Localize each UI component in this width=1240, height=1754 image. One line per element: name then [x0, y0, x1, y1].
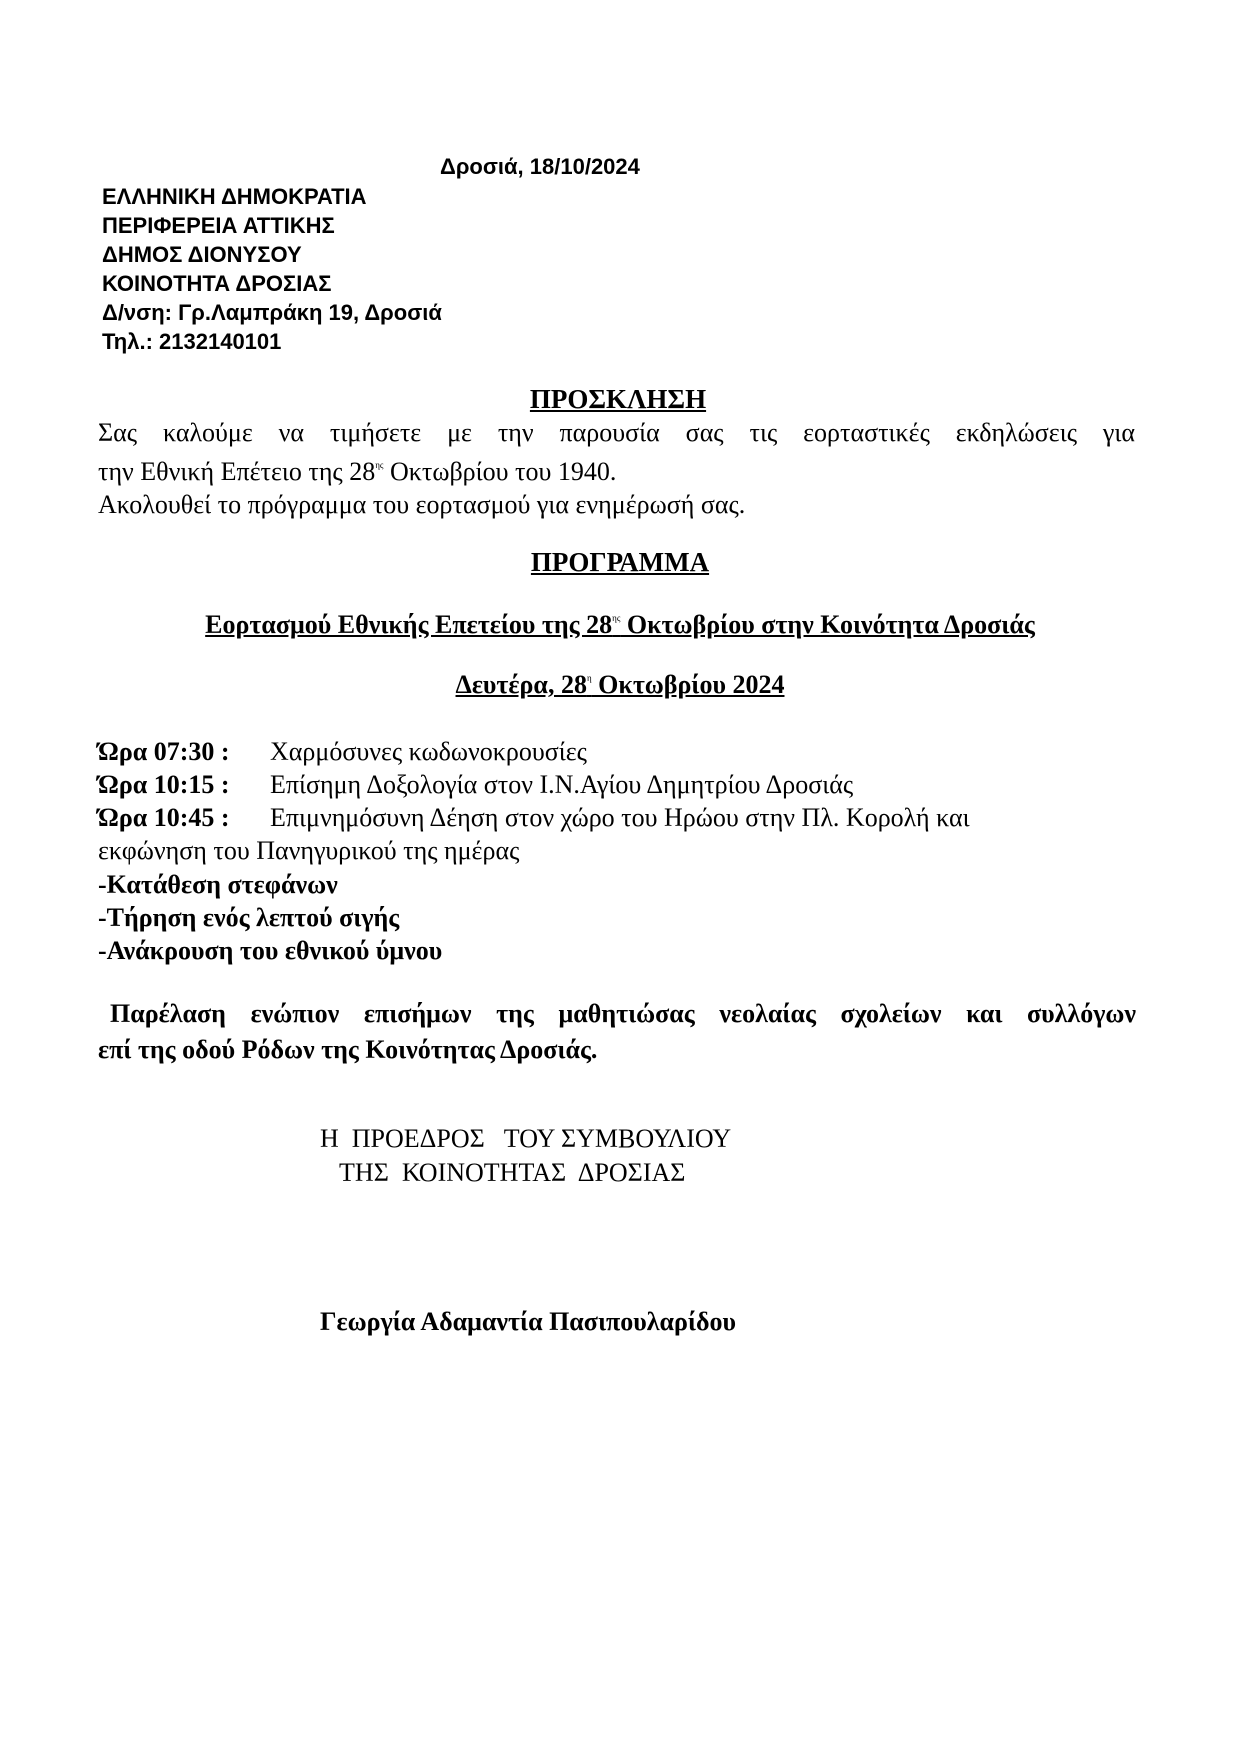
letterhead-address: Δ/νση: Γρ.Λαμπράκη 19, Δροσιά [102, 300, 442, 325]
letterhead [102, 182, 442, 356]
intro-line [98, 449, 1135, 488]
program-subtitle [0, 610, 1240, 640]
ordinal-suffix: η [586, 673, 592, 683]
schedule-time: Ώρα 10:45 : [98, 803, 230, 832]
day-text-end: Οκτωβρίου 2024 [591, 670, 785, 699]
program-title-text: ΠΡΟΓΡΑΜΜΑ [530, 547, 710, 577]
intro-line: Σας καλούμε να τιμήσετε με την παρουσία σας τις εορταστικές εκδηλώσεις για [98, 418, 1135, 447]
subtitle-text: Εορτασμού Εθνικής Επετείου της 28 [205, 610, 613, 639]
schedule-item [98, 768, 1090, 801]
signatory-name: Γεωργία Αδαμαντία Πασιπουλαρίδου [320, 1307, 736, 1336]
intro-line: Ακολουθεί το πρόγραμμα του εορτασμού για ενημέρωσή σας. [98, 490, 746, 519]
letterhead-line: ΔΗΜΟΣ ΔΙΟΝΥΣΟΥ [102, 242, 302, 267]
parade-line: Παρέλαση ενώπιον επισήμων της μαθητιώσας νεολαίας σχολείων και συλλόγων [110, 999, 1136, 1028]
schedule-time: Ώρα 07:30 : [98, 737, 230, 766]
invitation-title-text: ΠΡΟΣΚΛΗΣΗ [529, 384, 707, 414]
signature-role-line: Η ΠΡΟΕΔΡΟΣ ΤΟΥ ΣΥΜΒΟΥΛΙΟΥ [320, 1124, 732, 1153]
ordinal-suffix: ης [612, 613, 621, 623]
schedule-item [98, 735, 1090, 768]
ceremony-item: -Ανάκρουση του εθνικού ύμνου [98, 936, 443, 965]
ordinal-suffix: ης [375, 460, 384, 470]
event-day [0, 670, 1240, 700]
intro-line2-text: την Εθνική Επέτειο της 28 [98, 457, 376, 486]
subtitle-text-end: Οκτωβρίου στην Κοινότητα Δροσιάς [620, 610, 1035, 639]
document-date: Δροσιά, 18/10/2024 [440, 154, 640, 179]
parade-paragraph [98, 996, 1136, 1068]
invitation-title [0, 384, 1240, 415]
parade-line: επί της οδού Ρόδων της Κοινότητας Δροσιάς. [98, 1035, 598, 1064]
letterhead-line: ΕΛΛΗΝΙΚΗ ΔΗΜΟΚΡΑΤΙΑ [102, 184, 367, 209]
letterhead-line: ΠΕΡΙΦΕΡΕΙΑ ΑΤΤΙΚΗΣ [102, 213, 335, 238]
schedule-description: Χαρμόσυνες κωδωνοκρουσίες [270, 737, 587, 766]
ceremony-item: -Τήρηση ενός λεπτού σιγής [98, 903, 400, 932]
intro-paragraph [98, 416, 1135, 521]
schedule-list [98, 735, 1090, 867]
intro-line2-end: Οκτωβρίου του 1940. [383, 457, 617, 486]
schedule-description: Επίσημη Δοξολογία στον Ι.Ν.Αγίου Δημητρίου Δροσιάς [270, 770, 854, 799]
letterhead-line: ΚΟΙΝΟΤΗΤΑ ΔΡΟΣΙΑΣ [102, 271, 332, 296]
signature-role [320, 1122, 731, 1190]
ceremony-list [98, 868, 442, 967]
signature-role-line: ΤΗΣ ΚΟΙΝΟΤΗΤΑΣ ΔΡΟΣΙΑΣ [320, 1158, 686, 1187]
schedule-time: Ώρα 10:15 : [98, 770, 230, 799]
schedule-description-continuation: εκφώνηση του Πανηγυρικού της ημέρας [98, 836, 520, 865]
program-title [0, 547, 1240, 578]
schedule-item [98, 801, 1090, 834]
ceremony-item: -Κατάθεση στεφάνων [98, 870, 338, 899]
schedule-description: Επιμνημόσυνη Δέηση στον χώρο του Ηρώου στην Πλ. Κορολή και [270, 803, 970, 832]
day-text: Δευτέρα, 28 [455, 670, 587, 699]
letterhead-phone: Τηλ.: 2132140101 [102, 329, 282, 354]
